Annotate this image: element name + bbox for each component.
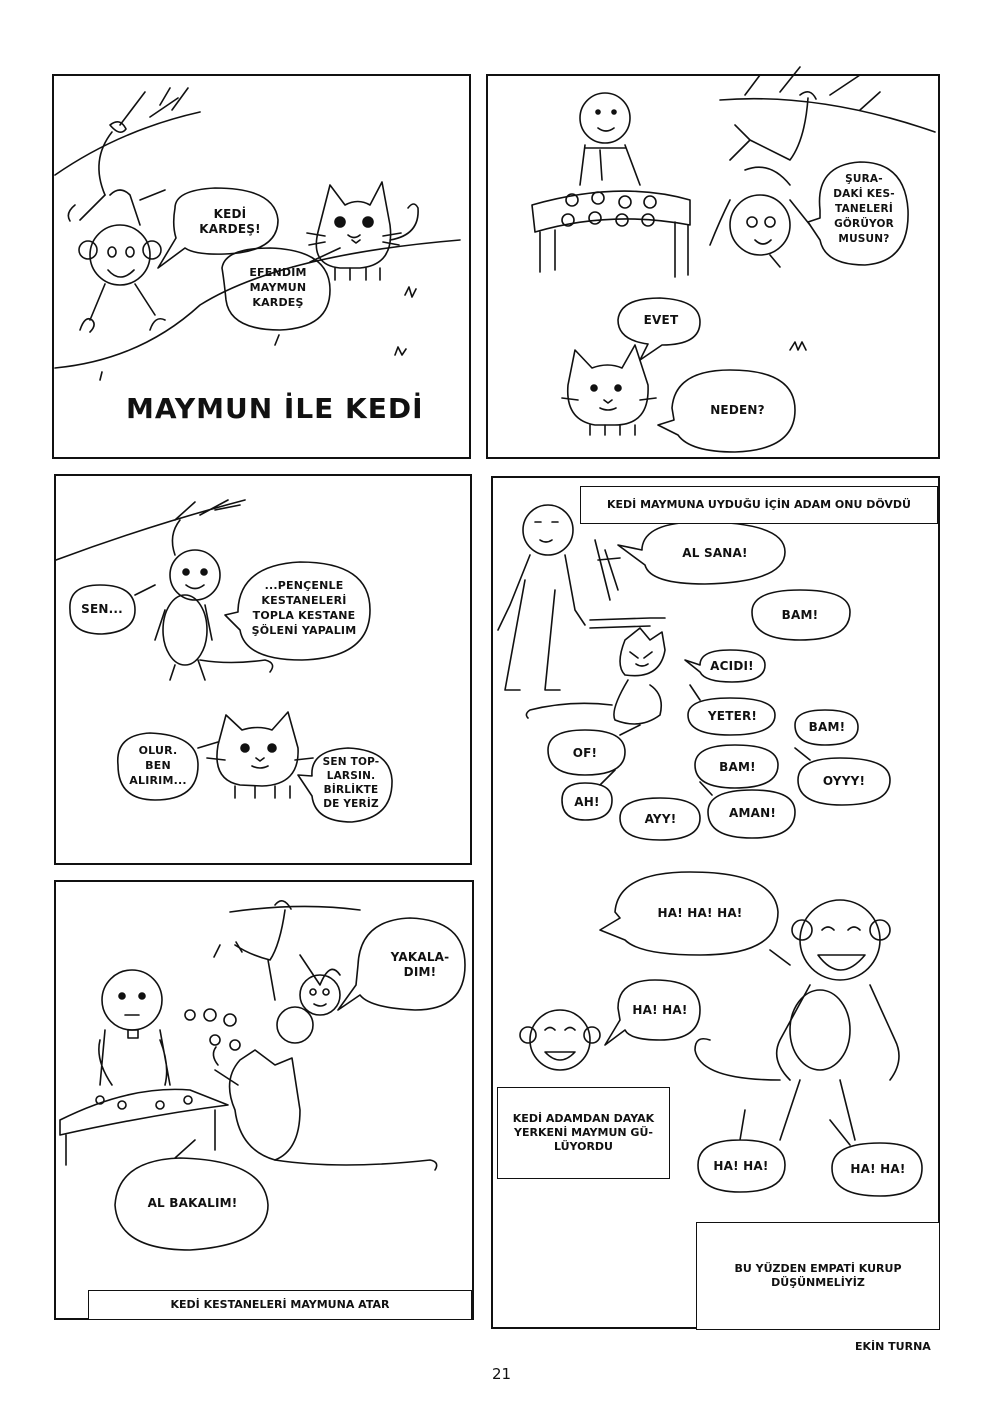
- panel2-monkey-speech2: NEDEN?: [710, 403, 765, 417]
- panel3-monkey-speech-sen: SEN...: [81, 602, 123, 616]
- panel5-sound-yeter: YETER!: [707, 709, 758, 723]
- panel5-sound-bam1: BAM!: [781, 608, 819, 622]
- panel4-monkey-speech: YAKALA- DIM!: [390, 950, 450, 979]
- panel4-monkey-illustration: [214, 910, 340, 1043]
- panel5-sound-bam2: BAM!: [808, 720, 846, 734]
- panel4-bubble-albakalim: [115, 1140, 268, 1250]
- panel1-monkey-speech: KEDİ KARDEŞ!: [199, 207, 261, 236]
- panel5-man-illustration: [498, 505, 665, 690]
- panel4-table-illustration: [60, 1089, 228, 1165]
- panel3-monkey-speech-pencenle: ...PENÇENLE KESTANELERİ TOPLA KESTANE ŞÖLENİ YAPALIM: [251, 579, 357, 637]
- panel5-laughing-monkey-illustration: [695, 900, 899, 1140]
- panel5-small-monkey-face-illustration: [520, 1010, 600, 1070]
- panel2-man-illustration: [580, 93, 640, 185]
- panel5-bubble-haha2: [698, 1110, 785, 1192]
- panel3-cat-illustration: [207, 712, 313, 798]
- panel2-branch-illustration: [720, 67, 935, 132]
- panel2-monkey-illustration: [710, 98, 810, 267]
- panel2-monkey-speech: ŞURA- DAKİ KES- TANELERİ GÖRÜYOR MUSUN?: [833, 173, 895, 245]
- panel2-table-illustration: [532, 191, 690, 277]
- panel5-bubble-haha3: [830, 1120, 922, 1196]
- panel5-sound-bam3: BAM!: [719, 760, 756, 774]
- panel1-branch-illustration: [55, 88, 200, 175]
- panel4-man-speech: AL BAKALIM!: [147, 1196, 238, 1210]
- panel2-bubble-cat: [618, 298, 700, 360]
- panel5-sound-ayy: AYY!: [644, 812, 677, 826]
- panel5-man-speech: AL SANA!: [682, 546, 748, 560]
- panel5-laugh-big: HA! HA! HA!: [657, 906, 743, 920]
- panel5-sound-ah: AH!: [574, 795, 600, 809]
- panel4-branch-illustration: [230, 901, 360, 912]
- panel5-caption-bottom: BU YÜZDEN EMPATİ KURUP DÜŞÜNMELİYİZ: [696, 1222, 940, 1330]
- panel3-branch-illustration: [56, 500, 245, 560]
- panel4-caption: KEDİ KESTANELERİ MAYMUNA ATAR: [88, 1290, 472, 1320]
- page-number: 21: [492, 1365, 512, 1383]
- panel5-sound-of: OF!: [572, 746, 598, 760]
- panel5-sound-aman: AMAN!: [728, 806, 777, 820]
- panel1-cat-speech: EFENDİM MAYMUN KARDEŞ: [249, 266, 307, 309]
- panel4-man-illustration: [99, 970, 170, 1085]
- panel5-caption-top: KEDİ MAYMUNA UYDUĞU İÇİN ADAM ONU DÖVDÜ: [580, 486, 938, 524]
- panel5-caption-mid: KEDİ ADAMDAN DAYAK YERKENİ MAYMUN GÜ- LÜYORDU: [497, 1087, 670, 1179]
- comic-title: MAYMUN İLE KEDİ: [126, 392, 424, 425]
- panel5-laugh-left: HA! HA!: [713, 1159, 769, 1173]
- panel1-monkey-illustration: [68, 132, 165, 332]
- panel5-sound-acidi: ACIDI!: [710, 659, 754, 673]
- panel5-laugh-right: HA! HA!: [850, 1162, 906, 1176]
- panel2-cat-speech: EVET: [643, 313, 679, 327]
- panel3-monkey-speech-sentop: SEN TOP- LARSIN. BİRLİKTE DE YERİZ: [322, 756, 380, 810]
- panel5-sound-oyyy: OYYY!: [822, 774, 866, 788]
- author-credit: EKİN TURNA: [855, 1340, 931, 1353]
- panel3-cat-speech: OLUR. BEN ALIRIM...: [129, 744, 187, 787]
- panel5-laugh-small: HA! HA!: [632, 1003, 688, 1017]
